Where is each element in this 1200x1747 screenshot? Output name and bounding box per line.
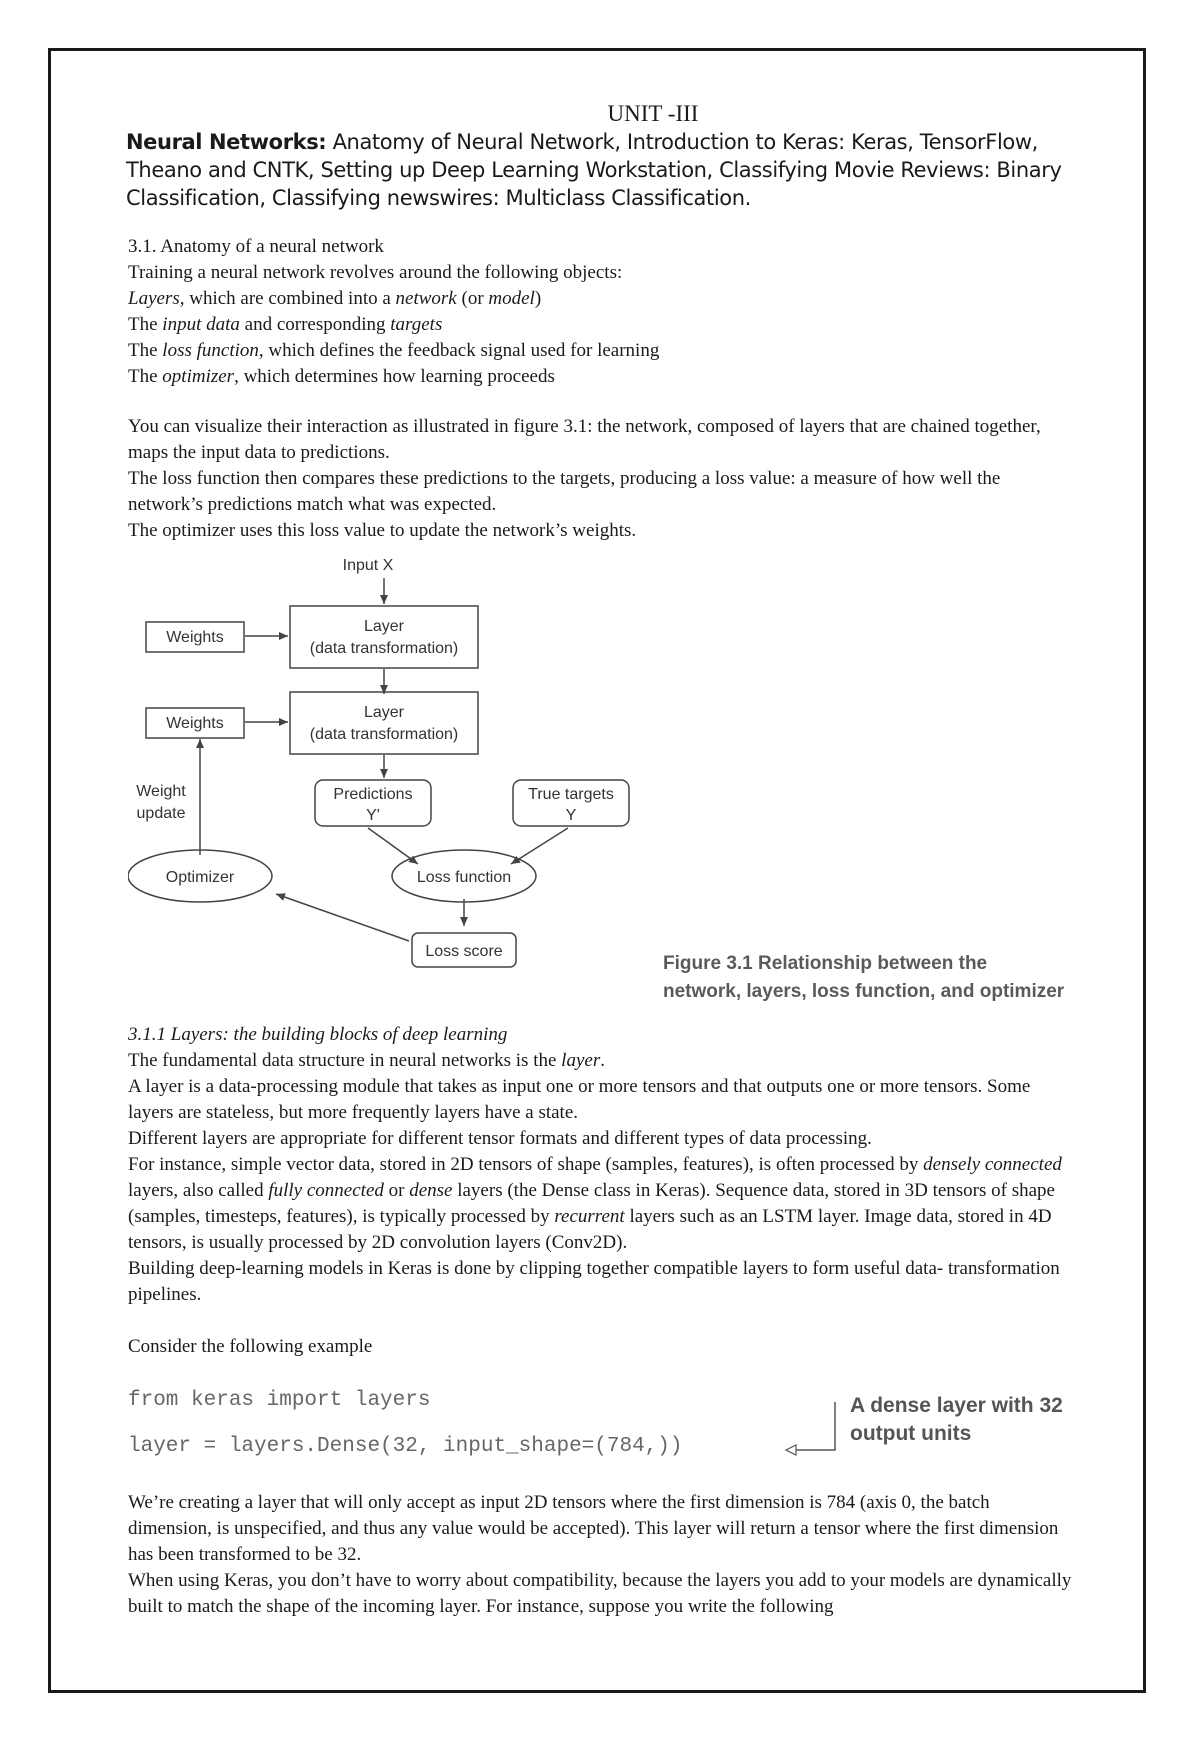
paragraph-creating-layer: We’re creating a layer that will only accept as input 2D tensors where the first dimension is 784 (axis 0, the batch dimension, is unspecified, and thus any value would be accepted). This layer will return a tensor where the first dimension has been transformed to be 32.: [128, 1492, 1059, 1565]
paragraph-consider: Consider the following example: [128, 1336, 373, 1357]
paragraph-building: Building deep-learning models in Keras is done by clipping together compatible layers to form useful data- transformation pipelines.: [128, 1258, 1060, 1305]
topic-text: Anatomy of Neural Network, Introduction to Keras: Keras, TensorFlow, Theano and CNTK, Setting up Deep Learning Workstation, Classifying Movie Reviews: Binary Classification, Classifying newswires: Multiclass Classification.: [126, 130, 1062, 210]
object-item-optimizer: The optimizer, which determines how learning proceeds: [128, 366, 555, 387]
true-targets-line2: Y: [565, 807, 577, 824]
paragraph-loss-function: The loss function then compares these predictions to the targets, producing a loss value: a measure of how well the network’s predictions match what was expected.: [128, 468, 1001, 515]
code-annotation-note: A dense layer with 32 output units: [850, 1394, 1063, 1445]
predictions-line2: Y': [366, 807, 380, 824]
section-intro: Training a neural network revolves around the following objects:: [128, 262, 623, 283]
layer2-line1: Layer: [363, 704, 405, 721]
paragraph-visualize: You can visualize their interaction as illustrated in figure 3.1: the network, composed of layers that are chained together, maps the input data to predictions.: [128, 416, 1041, 463]
weight-update-line2: update: [136, 805, 186, 822]
input-label: Input X: [342, 557, 394, 574]
code-line-import: from keras import layers: [128, 1389, 431, 1412]
object-item-layers: Layers, which are combined into a network (or model): [128, 288, 542, 309]
paragraph-layer-definition: A layer is a data-processing module that takes as input one or more tensors and that outputs one or more tensors. Some layers are stateless, but more frequently layers have a state.: [128, 1076, 1031, 1123]
section-title-3-1: 3.1. Anatomy of a neural network: [128, 236, 384, 257]
predictions-line1: Predictions: [333, 786, 413, 803]
weight-update-line1: Weight: [136, 783, 186, 800]
layer-box-1: [290, 606, 478, 668]
paragraph-keras-compatibility: When using Keras, you don’t have to worry about compatibility, because the layers you add to your models are dynamically built to match the shape of the incoming layer. For instance, suppose you write the following: [128, 1570, 1072, 1617]
figure-caption: Figure 3.1 Relationship between the network, layers, loss function, and optimizer: [663, 953, 1065, 1002]
layer-box-2: [290, 692, 478, 754]
code-line-dense: layer = layers.Dense(32, input_shape=(784,)): [128, 1435, 683, 1458]
section-title-3-1-1: 3.1.1 Layers: the building blocks of deep learning: [128, 1024, 508, 1045]
paragraph-optimizer: The optimizer uses this loss value to update the network’s weights.: [128, 520, 637, 541]
loss-function-label: Loss function: [416, 869, 512, 886]
unit-topics: [126, 128, 1078, 212]
unit-title: UNIT -III: [607, 101, 699, 126]
code-example: [128, 1378, 1078, 1482]
layer1-line2: (data transformation): [309, 640, 459, 657]
true-targets-line1: True targets: [528, 786, 614, 803]
figure-3-1: [128, 552, 1078, 1022]
optimizer-label: Optimizer: [165, 869, 235, 886]
arrow-score-to-optimizer: [276, 894, 409, 941]
paragraph-different-layers: Different layers are appropriate for different tensor formats and different types of data processing.: [128, 1128, 872, 1149]
object-item-loss-function: The loss function, which defines the feedback signal used for learning: [128, 340, 660, 361]
weights-label-2: Weights: [166, 715, 224, 732]
weights-label-1: Weights: [166, 629, 224, 646]
layer2-line2: (data transformation): [309, 726, 459, 743]
code-annotation-arrow: [783, 1400, 843, 1460]
arrow-targets-to-loss: [511, 828, 568, 864]
loss-score-label: Loss score: [425, 943, 503, 960]
paragraph-fundamental: The fundamental data structure in neural networks is the layer.: [128, 1050, 605, 1071]
layer1-line1: Layer: [363, 618, 405, 635]
topic-label: Neural Networks:: [126, 130, 327, 154]
paragraph-instance: For instance, simple vector data, stored in 2D tensors of shape (samples, features), is often processed by densely connected layers, also called fully connected or dense layers (the Dense class in Keras). Sequence data, stored in 3D tensors of shape (samples, timesteps, features), is typically processed by recurrent layers such as an LSTM layer. Image data, stored in 4D tensors, is usually processed by 2D convolution layers (Conv2D).: [128, 1154, 1062, 1253]
document-content: [128, 100, 1078, 1620]
object-item-input-data: The input data and corresponding targets: [128, 314, 443, 335]
